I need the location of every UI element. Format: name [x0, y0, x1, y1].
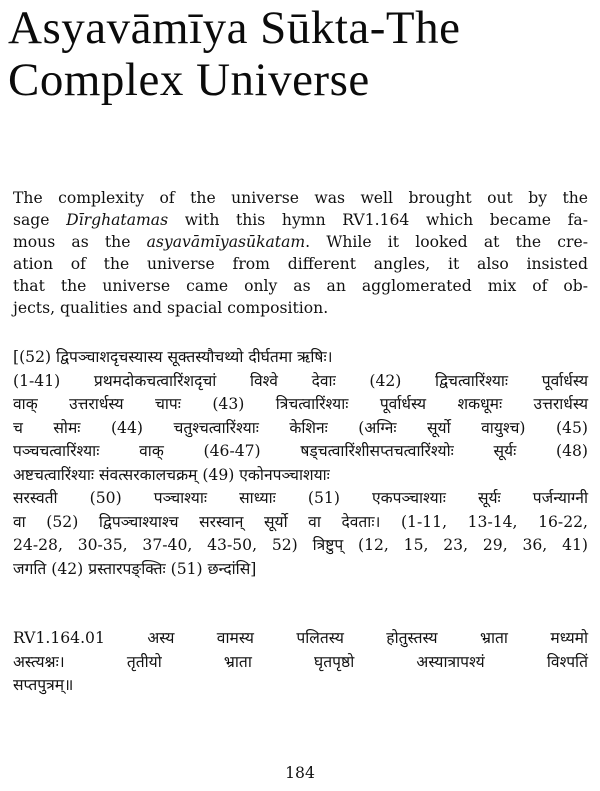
rv-verse [13, 627, 588, 698]
intro-line-5: that the universe came only as an agglomerated mix of ob- [13, 277, 588, 295]
rv-verse-line: सप्तपुत्रम्॥ [13, 676, 74, 694]
rv-verse-line: अस्त्यश्नः। तृतीयो भ्राता घृतपृष्ठो अस्यात्रापश्यं विश्पतिं [13, 652, 588, 671]
intro-line-2-pre: sage [13, 211, 67, 229]
chapter-title [8, 2, 598, 106]
verse-notes-line: 24-28, 30-35, 37-40, 43-50, 52) त्रिष्टुप् (12, 15, 23, 29, 36, 41) [13, 536, 588, 554]
intro-line-6: jects, qualities and spacial composition. [13, 299, 329, 317]
verse-notes-line: सरस्वती (50) पञ्चाश्याः साध्याः (51) एकपञ्चाश्याः सूर्यः पर्जन्याग्नी [13, 489, 588, 507]
page-number: 184 [285, 764, 315, 782]
verse-notes-line: अष्टचत्वारिंश्याः संवत्सरकालचक्रम् (49) एकोनपञ्चाशयाः [13, 465, 330, 484]
verse-notes-line: वाक् उत्तरार्धस्य चापः (43) त्रिचत्वारिंश्याः पूर्वार्धस्य शकधूमः उत्तरार्धस्य [13, 395, 588, 413]
hymn-name: asyavāmīyasūkatam [146, 233, 306, 251]
verse-notes-line: जगति (42) प्रस्तारपङ्क्तिः (51) छन्दांसि] [13, 559, 257, 578]
chapter-title-line-2: Complex Universe [8, 54, 370, 106]
intro-line-4: ation of the universe from different angles, it also insisted [13, 255, 588, 273]
verse-notes-line: पञ्चचत्वारिंश्याः वाक् (46-47) षड्चत्वारिंशीसप्तचत्वारिंश्योः सूर्यः (48) [13, 442, 588, 460]
intro-paragraph [13, 187, 588, 319]
sage-name: Dīrghatamas [66, 211, 169, 229]
verse-notes-line: (1-41) प्रथमदोकचत्वारिंशदृचां विश्वे देवाः (42) द्विचत्वारिंश्याः पूर्वार्धस्य [13, 371, 588, 390]
verse-notes-line: च सोमः (44) चतुश्चत्वारिंश्याः केशिनः (अग्निः सूर्यो वायुश्च) (45) [13, 418, 588, 437]
verse-notes [13, 346, 588, 581]
intro-line-2 [13, 209, 588, 231]
rv-verse-line: RV1.164.01 अस्य वामस्य पलितस्य होतुस्तस्य भ्राता मध्यमो [13, 629, 588, 647]
chapter-title-line-1: Asyavāmīya Sūkta-The [8, 2, 461, 54]
intro-line-1: The complexity of the universe was well brought out by the [13, 189, 588, 207]
intro-line-3 [13, 231, 588, 253]
intro-line-3-pre: mous as the [13, 233, 147, 251]
verse-notes-line: [(52) द्विपञ्चाशदृचस्यास्य सूक्तस्यौचथ्यो दीर्घतमा ऋषिः। [13, 348, 333, 366]
intro-line-3-post: . While it looked at the cre- [305, 233, 588, 251]
intro-line-2-post: with this hymn RV1.164 which became fa- [168, 211, 588, 229]
verse-notes-line: वा (52) द्विपञ्चाश्याश्च सरस्वान् सूर्यो वा देवताः। (1-11, 13-14, 16-22, [13, 512, 588, 531]
